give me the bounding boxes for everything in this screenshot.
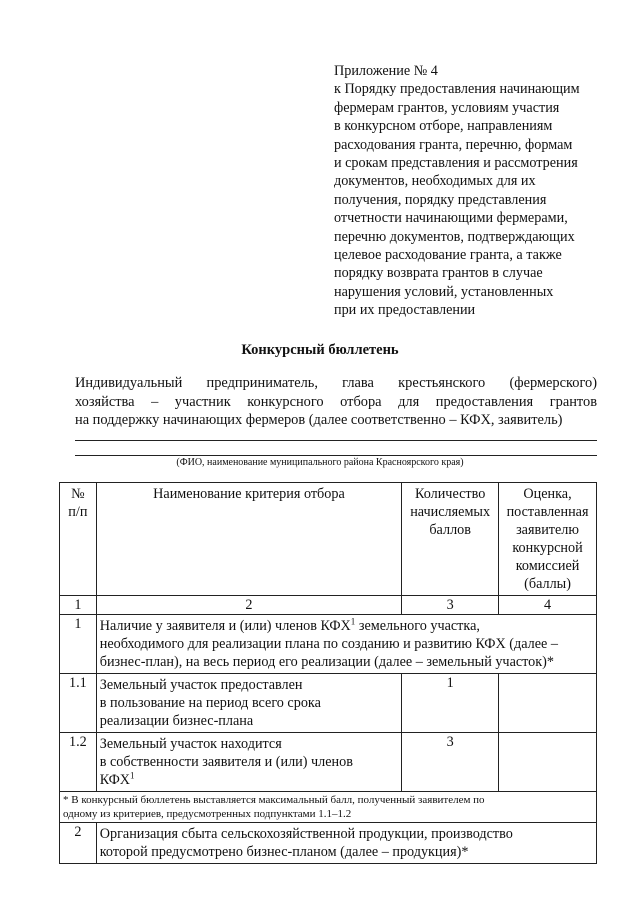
row-criterion-line: бизнес-план), на весь период его реализации (далее – земельный участок)* (99, 654, 554, 670)
header-score-line: поставленная (506, 504, 589, 520)
intro-line: Индивидуальный предприниматель, глава крестьянского (фермерского) (75, 375, 597, 391)
index-cell: 1 (60, 596, 97, 615)
row-text: Наличие у заявителя и (или) членов КФХ (99, 618, 351, 634)
table-note-line: одному из критериев, предусмотренных подпунктами 1.1–1.2 (63, 808, 352, 820)
table-row (60, 733, 597, 792)
row-criterion-line: Земельный участок находится (99, 736, 282, 752)
row-num: 1.2 (60, 733, 97, 792)
row-criterion-line: реализации бизнес-плана (99, 713, 254, 729)
appendix-line: в конкурсном отборе, направлениям (334, 118, 553, 135)
header-score-line: комиссией (515, 558, 580, 574)
fill-in-line (75, 440, 597, 441)
row-criterion-line: в собственности заявителя и (или) членов (99, 754, 353, 770)
header-criterion: Наименование критерия отбора (96, 483, 401, 596)
appendix-line: к Порядку предоставления начинающим (334, 81, 580, 98)
row-criterion-line: необходимого для реализации плана по созданию и развитию КФХ (далее – (99, 636, 558, 652)
intro-line: хозяйства – участник конкурсного отбора для предоставления грантов (75, 393, 597, 410)
footnote-mark: 1 (350, 616, 356, 627)
row-criterion (96, 823, 596, 864)
table-note-row (60, 792, 597, 823)
header-num-line: № (71, 486, 85, 502)
row-criterion-line: Земельный участок предоставлен (99, 677, 303, 693)
row-criterion (96, 733, 401, 792)
row-text: КФХ (99, 772, 131, 788)
row-num: 1 (60, 615, 97, 674)
appendix-line: документов, необходимых для их (334, 173, 536, 190)
header-score-line: заявителю (516, 522, 579, 538)
header-points (402, 483, 499, 596)
row-points: 1 (402, 674, 499, 733)
appendix-line: расходования гранта, перечню, формам (334, 136, 573, 153)
table-header-row (60, 483, 597, 596)
table-row (60, 674, 597, 733)
header-num-line: п/п (68, 504, 88, 520)
appendix-line: фермерам грантов, условиям участия (334, 99, 560, 116)
index-cell: 4 (499, 596, 597, 615)
row-num: 2 (60, 823, 97, 864)
header-points-line: начисляемых (410, 504, 491, 520)
appendix-line: при их предоставлении (334, 302, 476, 319)
row-criterion (96, 674, 401, 733)
intro-paragraph (75, 374, 597, 430)
header-num (60, 483, 97, 596)
appendix-line: порядку возврата грантов в случае (334, 265, 543, 282)
row-criterion (96, 615, 596, 674)
table-row (60, 615, 597, 674)
row-num: 1.1 (60, 674, 97, 733)
table-note (60, 792, 597, 823)
table-row (60, 823, 597, 864)
header-points-line: Количество (414, 486, 486, 502)
row-score (499, 733, 597, 792)
table-index-row (60, 596, 597, 615)
footnote-mark: 1 (130, 770, 135, 781)
header-score-line: конкурсной (512, 540, 583, 556)
table-note-line: * В конкурсный бюллетень выставляется максимальный балл, полученный заявителем по (63, 794, 485, 806)
row-points: 3 (402, 733, 499, 792)
appendix-line: отчетности начинающими фермерами, (334, 210, 568, 227)
fill-in-line (75, 455, 597, 456)
index-cell: 2 (96, 596, 401, 615)
row-criterion-line: Организация сбыта сельскохозяйственной продукции, производство (99, 826, 513, 842)
row-criterion-line (100, 771, 398, 789)
header-score-line: Оценка, (523, 486, 572, 502)
appendix-block (334, 62, 634, 320)
appendix-line: Приложение № 4 (334, 63, 438, 79)
header-points-line: баллов (429, 522, 471, 538)
appendix-line: целевое расходование гранта, а также (334, 247, 562, 264)
fill-in-caption: (ФИО, наименование муниципального района Красноярского края) (176, 457, 464, 468)
criteria-table (59, 482, 597, 864)
row-criterion-line (100, 617, 593, 635)
index-cell: 3 (402, 596, 499, 615)
appendix-line: перечню документов, подтверждающих (334, 228, 575, 245)
document-title: Конкурсный бюллетень (241, 342, 399, 358)
appendix-line: и срокам представления и рассмотрения (334, 155, 578, 172)
appendix-line: получения, порядку представления (334, 191, 547, 208)
row-criterion-line: которой предусмотрено бизнес-планом (далее – продукция)* (99, 844, 469, 860)
row-criterion-line: в пользование на период всего срока (99, 695, 321, 711)
row-text: земельного участка, (355, 618, 480, 634)
row-score (499, 674, 597, 733)
appendix-line: нарушения условий, установленных (334, 283, 554, 300)
intro-line: на поддержку начинающих фермеров (далее соответственно – КФХ, заявитель) (75, 412, 563, 429)
header-score-line: (баллы) (524, 576, 571, 592)
header-score (499, 483, 597, 596)
